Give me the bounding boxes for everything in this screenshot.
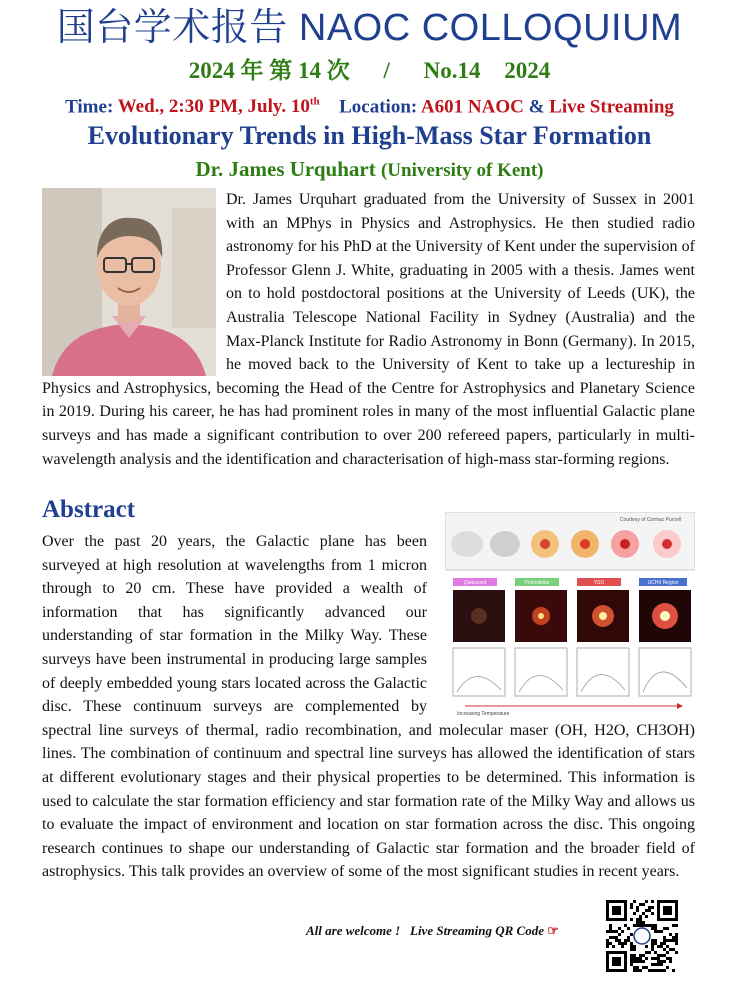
time-label: Time: <box>65 96 114 118</box>
ampersand: & <box>528 96 545 118</box>
stage-uchii: UCHII Region <box>647 580 679 586</box>
stage-protostellar: Protostellar <box>524 580 550 586</box>
pointing-hand-icon: ☞ <box>547 923 559 938</box>
bio-text: Dr. James Urquhart graduated from the University of Sussex in 2001 with an MPhys in Physics and Astrophysics. He then studied radio astronomy for his PhD at the University of Kent under the supervision of Professor Glenn J. White, graduating in 2005 with a thesis. James went on to hold postdoctoral positions at the University of Leeds (UK), the Australia Telescope National Facility in Sydney (Australia) and the Max-Planck Institute for Radio Astronomy in Bonn (Germany). In 2015, he moved back to the University of Kent to take up a lectureship in Physics and Astrophysics, becoming the Head of the Centre for Astrophysics and Planetary Science in 2019. During his career, he has had prominent roles in many of the most influential Galactic plane surveys and has made a significant contribution to over 200 refereed papers, particularly in multi-wavelength analysis and the identification and characterisation of high-mass star-forming regions. <box>42 191 695 468</box>
location-label: Location: <box>339 96 418 118</box>
abstract-heading: Abstract <box>42 496 136 523</box>
time-location-line <box>0 90 739 119</box>
stage-quiescent: Quiescent <box>463 580 487 586</box>
time-suffix: th <box>309 96 320 108</box>
issue-line <box>0 56 739 86</box>
issue-number: No.14 <box>423 58 481 83</box>
location-value: A601 NAOC <box>420 96 524 118</box>
qr-code-icon <box>606 900 678 972</box>
qr-label: Live Streaming QR Code <box>410 923 544 938</box>
issue-year: 2024 <box>504 58 551 83</box>
evolutionary-sequence-illustration <box>445 512 695 722</box>
live-streaming-qr-code[interactable] <box>606 900 678 972</box>
speaker-affiliation: (University of Kent) <box>380 160 544 181</box>
issue-separator: / <box>383 58 390 83</box>
figure-credit: Courtesy of Cormac Purcell <box>619 517 681 523</box>
speaker-line <box>0 155 739 185</box>
star-formation-figure <box>445 512 695 717</box>
speaker-name: Dr. James Urquhart <box>195 157 376 181</box>
stage-yso: YSO <box>593 580 605 586</box>
speaker-photo <box>42 188 216 376</box>
colloquium-header <box>0 6 739 50</box>
time-value <box>118 96 320 117</box>
live-streaming-label: Live Streaming <box>549 96 674 118</box>
figure-axis-label: Increasing Temperature <box>457 711 510 717</box>
header-title-en: NAOC COLLOQUIUM <box>298 7 683 49</box>
abstract-text: Over the past 20 years, the Galactic plane has been surveyed at high resolution at wavelengths from 1 micron through to 20 cm. These have provided a wealth of information that has significantly advanced our understanding of star formation in the Milky Way. These surveys have been instrumental in producing large samples of deeply embedded young stars located across the Galactic disc. These continuum surveys are complemented by spectral line surveys of thermal, radio recombination, and molecular maser (OH, H2O, CH3OH) lines. The combination of continuum and spectral line surveys has allowed the identification of stars at different evolutionary stages and their physical properties to be determined. This information is used to calculate the star formation efficiency and star formation rate of the Milky Way and allows us to evaluate the impact of environment and location on star formation across the disc. This ongoing research continues to shape our understanding of Galactic star formation and the broader field of astrophysics. This talk provides an overview of some of the most significant studies in recent years. <box>42 533 695 881</box>
talk-title: Evolutionary Trends in High-Mass Star Formation <box>87 121 652 150</box>
footer-note <box>306 922 559 940</box>
time-value-text: Wed., 2:30 PM, July. 10 <box>117 96 310 118</box>
abstract-body <box>42 517 695 884</box>
speaker-portrait-illustration <box>42 188 216 376</box>
header-title-cn: 国台学术报告 <box>56 7 288 49</box>
issue-cn: 2024 年 第 14 次 <box>188 58 350 83</box>
speaker-bio <box>42 188 695 471</box>
welcome-text: All are welcome ! <box>306 923 401 938</box>
